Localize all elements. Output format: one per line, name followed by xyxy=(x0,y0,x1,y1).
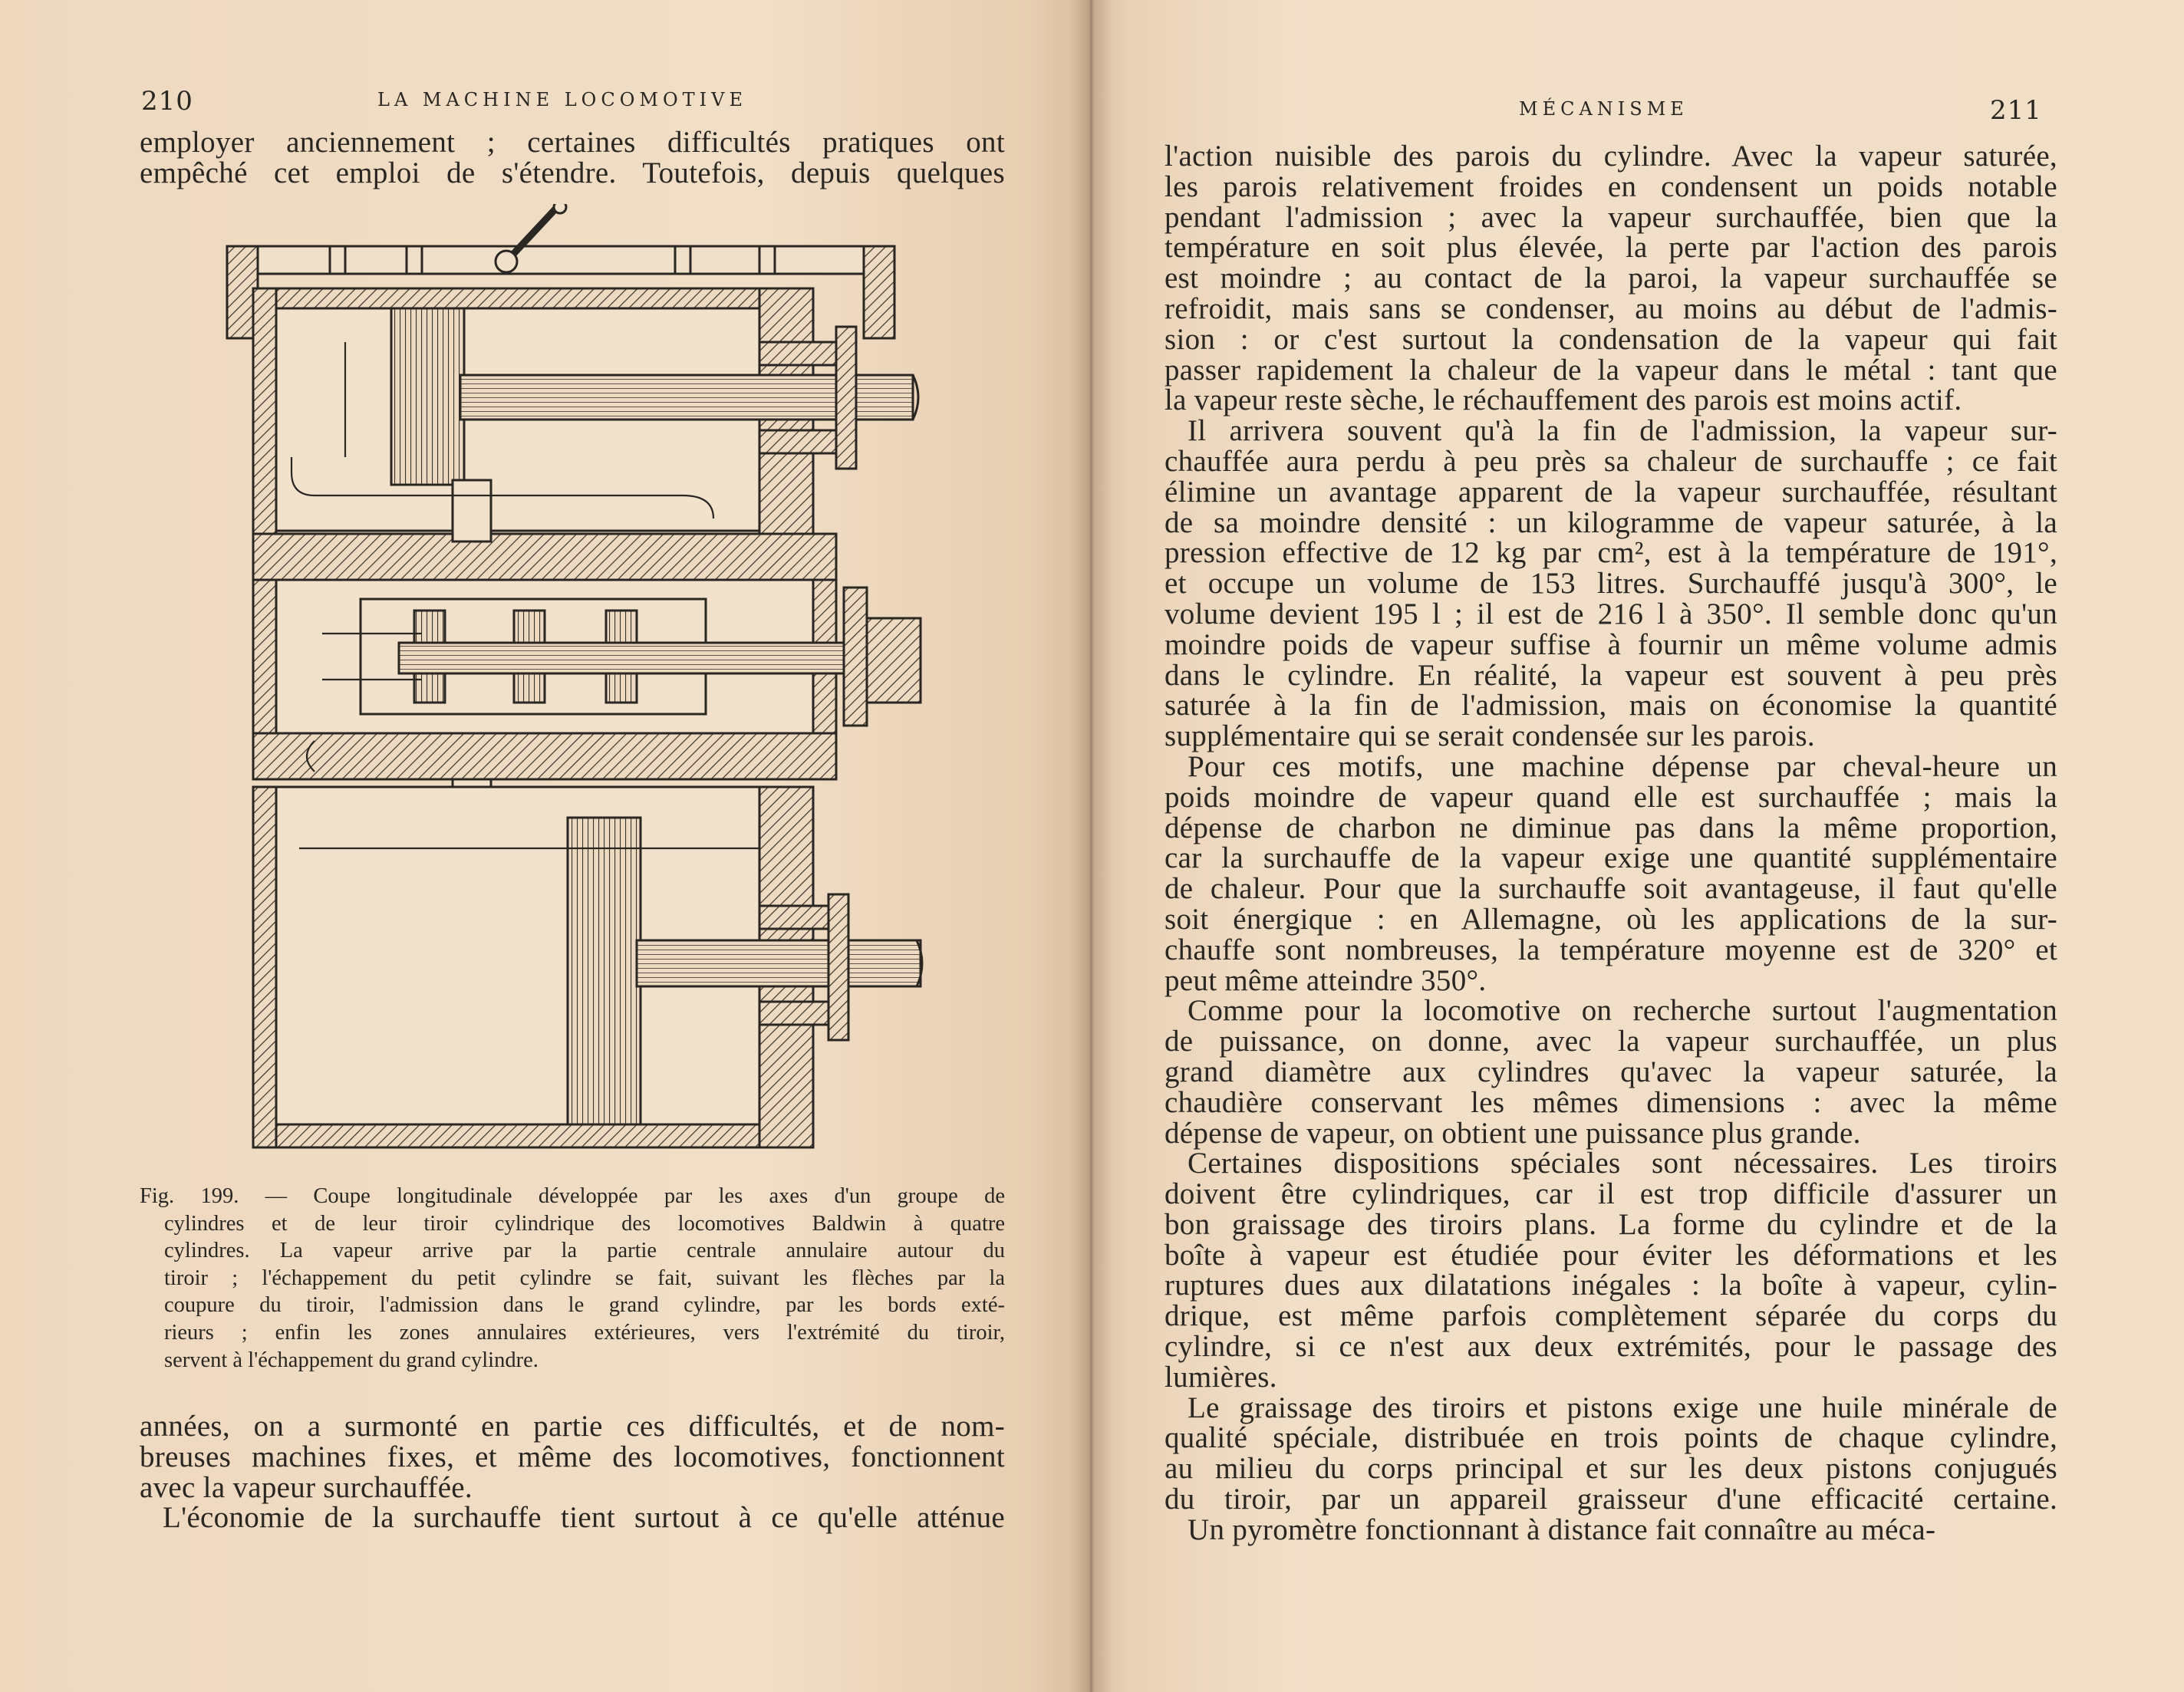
text-line: sion : or c'est surtout la condensation de la vapeur qui fait xyxy=(1164,322,2057,356)
text-line: chauffée aura perdu à peu près sa chaleur de surchauffe ; ce fait xyxy=(1164,444,2057,478)
figure-caption xyxy=(140,1183,1005,1374)
text-line: breuses machines fixes, et même des locomotives, fonctionnent xyxy=(140,1440,1005,1473)
text-line: et occupe un volume de 153 litres. Surchauffé jusqu'à 300°, le xyxy=(1164,567,2057,601)
text-line: élimine un avantage apparent de la vapeur surchauffée, résultant xyxy=(1164,475,2057,509)
page-number-left: 210 xyxy=(141,86,193,117)
text-line: Un pyromètre fonctionnant à distance fait connaître au méca- xyxy=(1188,1513,1936,1546)
text-line: Il arrivera souvent qu'à la fin de l'admission, la vapeur sur- xyxy=(1188,414,2057,448)
text-line: pression effective de 12 kg par cm², est à la température de 191°, xyxy=(1164,536,2057,570)
text-line: lumières. xyxy=(1164,1360,1277,1394)
text-line: chauffe sont nombreuses, la température moyenne est de 320° et xyxy=(1164,933,2057,966)
text-line: qualité spéciale, distribuée en trois points de chaque cylindre, xyxy=(1164,1421,2057,1455)
text-line: du tiroir, par un appareil graisseur d'une efficacité certaine. xyxy=(1164,1483,2057,1516)
text-line: refroidit, mais sans se condenser, au moins au début de l'admis- xyxy=(1164,291,2057,325)
caption-line: servent à l'échappement du grand cylindre. xyxy=(164,1348,539,1372)
text-line: pendant l'admission ; avec la vapeur surchauffée, bien que la xyxy=(1164,200,2057,234)
text-line: L'économie de la surchauffe tient surtout à ce qu'elle atténue xyxy=(163,1501,1005,1535)
text-line: Pour ces motifs, une machine dépense par cheval-heure un xyxy=(1188,749,2057,783)
caption-line: cylindres et de leur tiroir cylindrique des locomotives Baldwin à quatre xyxy=(164,1211,1005,1236)
text-line: ruptures dues aux dilatations inégales : la boîte à vapeur, cylin- xyxy=(1164,1269,2057,1302)
text-line: est moindre ; au contact de la paroi, la vapeur surchauffée se xyxy=(1164,262,2057,295)
text-line: moindre poids de vapeur suffise à fournir un même volume admis xyxy=(1164,627,2057,661)
caption-line: coupure du tiroir, l'admission dans le grand cylindre, par les bords exté- xyxy=(164,1293,1005,1318)
text-line: dans le cylindre. En réalité, la vapeur est souvent à peu près xyxy=(1164,658,2057,692)
cylinder-section-drawing xyxy=(222,204,928,1164)
text-line: de sa moindre densité : un kilogramme de vapeur saturée, à la xyxy=(1164,505,2057,539)
text-line: grand diamètre aux cylindres qu'avec la vapeur saturée, la xyxy=(1164,1055,2057,1088)
text-line: volume devient 195 l ; il est de 216 l à 350°. Il semble donc qu'un xyxy=(1164,597,2057,630)
caption-line: Fig. 199. — Coupe longitudinale développée par les axes d'un groupe de xyxy=(140,1184,1005,1208)
text-line: la vapeur reste sèche, le réchauffement des parois est moins actif. xyxy=(1164,383,1962,417)
text-line: de puissance, on donne, avec la vapeur surchauffée, un plus xyxy=(1164,1025,2057,1058)
right-page xyxy=(1088,0,2184,1692)
left-bottom-text xyxy=(140,1411,1005,1533)
text-line: avec la vapeur surchauffée. xyxy=(140,1470,473,1504)
text-line: Comme pour la locomotive on recherche surtout l'augmentation xyxy=(1188,994,2057,1028)
text-line: l'action nuisible des parois du cylindre. Avec la vapeur saturée, xyxy=(1164,140,2057,173)
text-line: cylindre, si ce n'est aux deux extrémités, pour le passage des xyxy=(1164,1330,2057,1364)
text-line: Certaines dispositions spéciales sont nécessaires. Les tiroirs xyxy=(1188,1147,2057,1180)
left-page xyxy=(0,0,1088,1692)
text-line: peut même atteindre 350°. xyxy=(1164,963,1487,997)
text-line: car la surchauffe de la vapeur exige une quantité supplémentaire xyxy=(1164,841,2057,875)
large-cylinder xyxy=(253,787,922,1147)
text-line: température en soit plus élevée, la perte par l'action des parois xyxy=(1164,231,2057,265)
caption-line: tiroir ; l'échappement du petit cylindre se fait, suivant les flèches par la xyxy=(164,1266,1005,1290)
text-line: passer rapidement la chaleur de la vapeur dans le métal : tant que xyxy=(1164,353,2057,387)
text-line: Le graissage des tiroirs et pistons exige une huile minérale de xyxy=(1188,1391,2057,1424)
running-head-left: LA MACHINE LOCOMOTIVE xyxy=(377,89,747,110)
text-line: bon graissage des tiroirs plans. La forme du cylindre et de la xyxy=(1164,1207,2057,1241)
text-line: dépense de vapeur, on obtient une puissance plus grande. xyxy=(1164,1116,1861,1150)
text-line: doivent être cylindriques, car il est trop difficile d'assurer un xyxy=(1164,1177,2057,1211)
left-top-text xyxy=(140,127,1005,189)
book-gutter xyxy=(1070,0,1112,1692)
text-line: supplémentaire qui se serait condensée sur les parois. xyxy=(1164,719,1815,753)
text-line: empêché cet emploi de s'étendre. Toutefois, depuis quelques xyxy=(140,156,1005,189)
text-line: saturée à la fin de l'admission, mais on économise la quantité xyxy=(1164,689,2057,723)
caption-line: rieurs ; enfin les zones annulaires extérieures, vers l'extrémité du tiroir, xyxy=(164,1320,1005,1345)
text-line: dépense de charbon ne diminue pas dans la même proportion, xyxy=(1164,811,2057,844)
text-line: employer anciennement ; certaines difficultés pratiques ont xyxy=(140,126,1005,159)
text-line: poids moindre de vapeur quand elle est surchauffée ; mais la xyxy=(1164,780,2057,814)
right-body-text xyxy=(1164,141,2057,1546)
text-line: drique, est même parfois complètement séparée du corps du xyxy=(1164,1299,2057,1333)
text-line: soit énergique : en Allemagne, où les applications de la sur- xyxy=(1164,902,2057,936)
running-head-right: MÉCANISME xyxy=(1519,98,1688,120)
caption-line: cylindres. La vapeur arrive par la partie centrale annulaire autour du xyxy=(164,1239,1005,1263)
text-line: chaudière conservant les mêmes dimensions : avec la même xyxy=(1164,1085,2057,1119)
text-line: les parois relativement froides en condensent un poids notable xyxy=(1164,170,2057,203)
text-line: de chaleur. Pour que la surchauffe soit avantageuse, il faut qu'elle xyxy=(1164,872,2057,906)
text-line: au milieu du corps principal et sur les deux pistons conjugués xyxy=(1164,1452,2057,1486)
page-number-right: 211 xyxy=(1990,95,2042,126)
text-line: boîte à vapeur est étudiée pour éviter les déformations et les xyxy=(1164,1238,2057,1272)
text-line: années, on a surmonté en partie ces difficultés, et de nom- xyxy=(140,1410,1005,1443)
